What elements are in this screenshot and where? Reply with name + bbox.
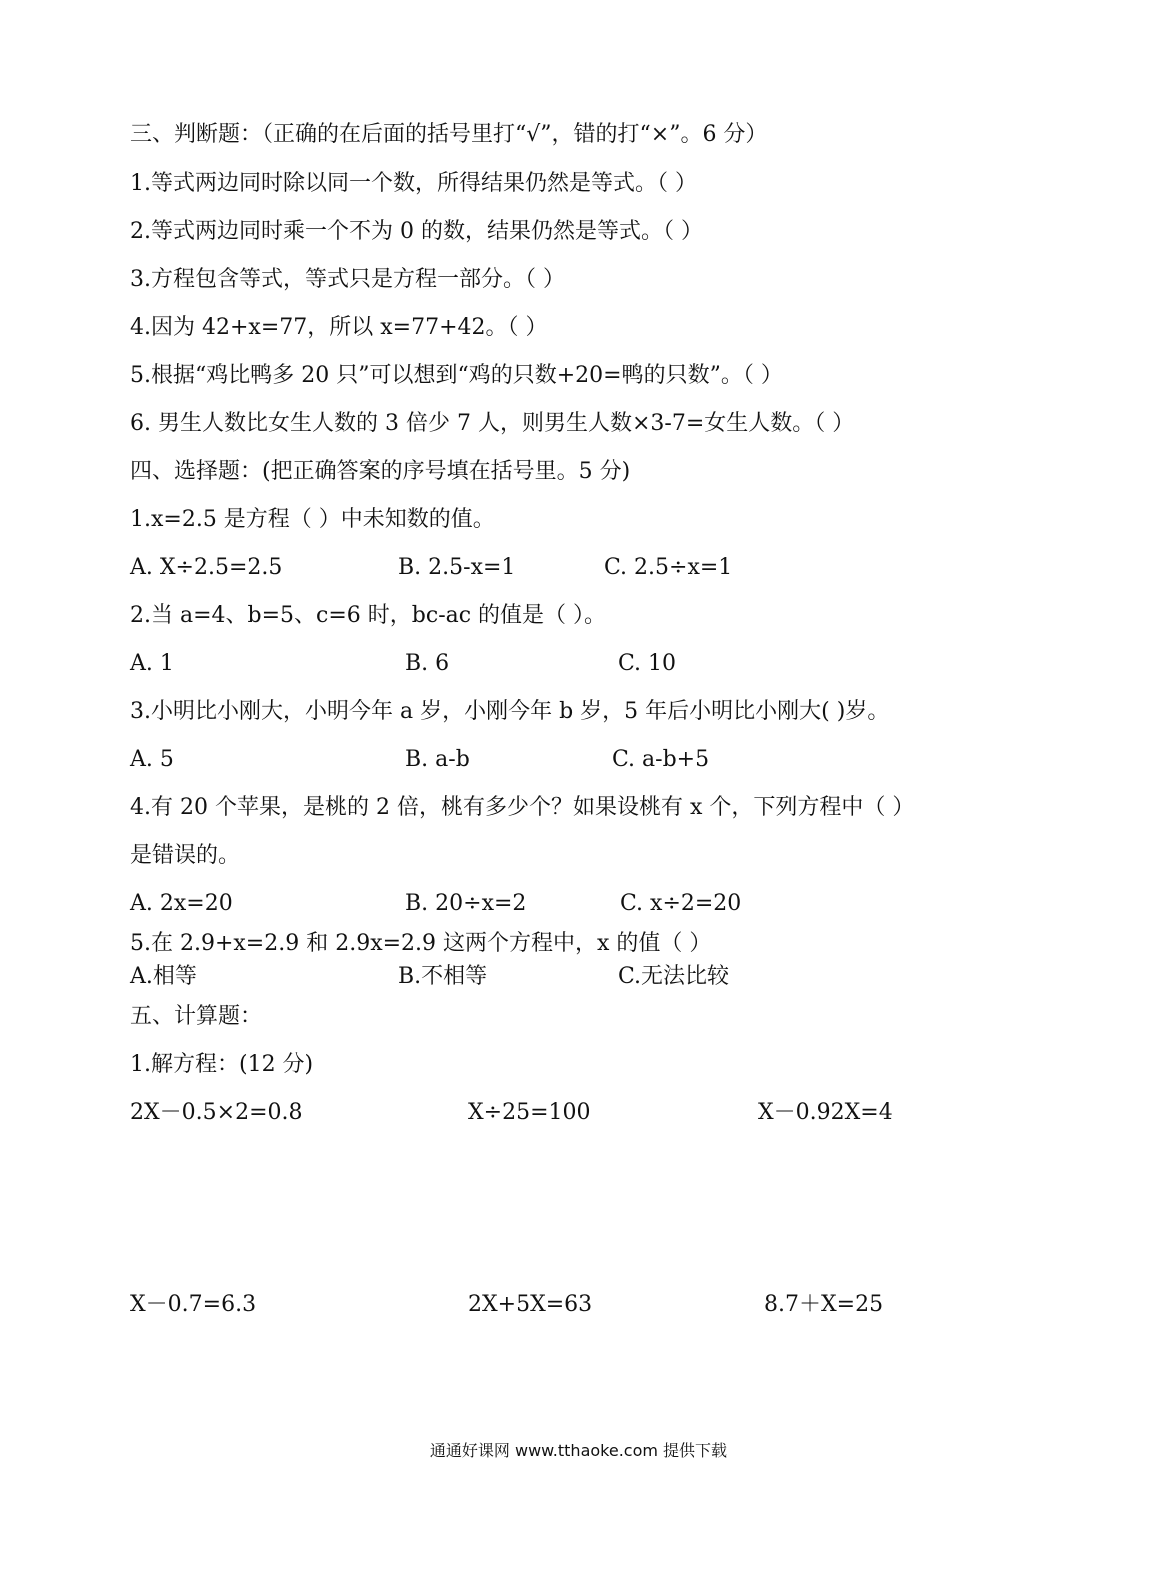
choice-q2-option-b: B. 6: [405, 651, 450, 676]
choice-q5-option-b: B.不相等: [398, 964, 488, 989]
choice-q5-stem: 5.在 2.9+x=2.9 和 2.9x=2.9 这两个方程中，x 的值（ ）: [130, 931, 712, 956]
equation-4: X－0.7=6.3: [130, 1292, 257, 1317]
judge-item-3: 3.方程包含等式，等式只是方程一部分。（ ）: [130, 267, 565, 292]
choice-q4-option-a: A. 2x=20: [130, 891, 233, 916]
choice-q2-stem: 2.当 a=4、b=5、c=6 时，bc-ac 的值是（ ）。: [130, 603, 607, 628]
equation-2: X÷25=100: [468, 1100, 591, 1125]
judge-item-6: 6. 男生人数比女生人数的 3 倍少 7 人，则男生人数×3-7=女生人数。（ ）: [130, 411, 855, 436]
judge-item-1: 1.等式两边同时除以同一个数，所得结果仍然是等式。（ ）: [130, 171, 697, 196]
choice-q1-option-a: A. X÷2.5=2.5: [130, 555, 283, 580]
choice-q3-option-a: A. 5: [130, 747, 174, 772]
choice-q5-option-c: C.无法比较: [618, 964, 730, 989]
page-footer: 通通好课网 www.tthaoke.com 提供下载: [429, 1441, 728, 1460]
choice-q1-option-c: C. 2.5÷x=1: [604, 555, 733, 580]
judge-item-2: 2.等式两边同时乘一个不为 0 的数，结果仍然是等式。（ ）: [130, 219, 703, 244]
choice-q1-stem: 1.x=2.5 是方程（ ）中未知数的值。: [130, 507, 495, 532]
section-3-heading: 三、判断题：（正确的在后面的括号里打“√”，错的打“×”。6 分）: [130, 122, 768, 147]
choice-q4-stem: 4.有 20 个苹果，是桃的 2 倍，桃有多少个？如果设桃有 x 个，下列方程中（ ）: [130, 795, 915, 820]
judge-item-4: 4.因为 42+x=77，所以 x=77+42。（ ）: [130, 315, 548, 340]
choice-q1-option-b: B. 2.5-x=1: [398, 555, 516, 580]
choice-q3-option-b: B. a-b: [405, 747, 470, 772]
choice-q3-option-c: C. a-b+5: [612, 747, 710, 772]
equation-1: 2X－0.5×2=0.8: [130, 1100, 303, 1125]
equation-5: 2X+5X=63: [468, 1292, 593, 1317]
choice-q5-option-a: A.相等: [130, 964, 197, 989]
equation-6: 8.7＋X=25: [764, 1292, 884, 1317]
solve-equations-label: 1.解方程：(12 分): [130, 1052, 314, 1077]
choice-q4-stem-continued: 是错误的。: [130, 843, 241, 868]
choice-q2-option-a: A. 1: [130, 651, 174, 676]
section-5-heading: 五、计算题：: [130, 1004, 263, 1029]
choice-q4-option-b: B. 20÷x=2: [405, 891, 527, 916]
choice-q4-option-c: C. x÷2=20: [620, 891, 742, 916]
choice-q3-stem: 3.小明比小刚大，小明今年 a 岁，小刚今年 b 岁，5 年后小明比小刚大( )岁。: [130, 699, 890, 724]
section-4-heading: 四、选择题：(把正确答案的序号填在括号里。5 分): [130, 459, 631, 484]
judge-item-5: 5.根据“鸡比鸭多 20 只”可以想到“鸡的只数+20=鸭的只数”。（ ）: [130, 363, 783, 388]
choice-q2-option-c: C. 10: [618, 651, 677, 676]
equation-3: X－0.92X=4: [758, 1100, 893, 1125]
